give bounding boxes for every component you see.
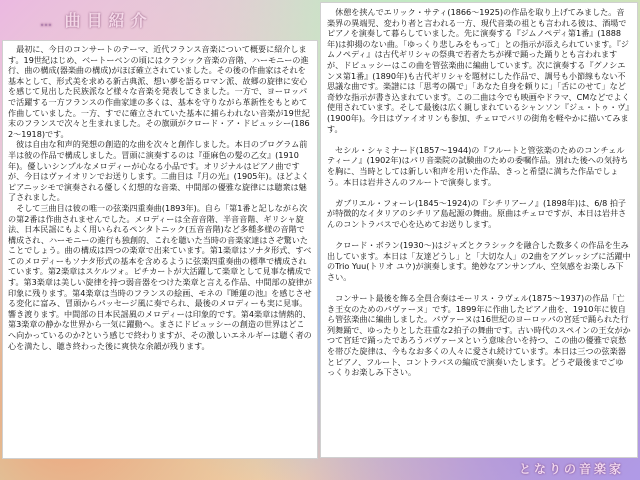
right-paragraph-2: セシル・シャミナード(1857〜1944)の『フルートと管弦楽のためのコンチェルティーノ』(1902年)はパリ音楽院の試験曲のための委嘱作品。別れた後への気持ちを胸に、当時としては新しい和声を用いた作品、きっと希望に満ちた作品でしょう。本日は岩井さんのフルートで演奏します。	[327, 144, 629, 187]
right-text-panel	[320, 2, 638, 458]
right-paragraph-1: 休憩を挟んでエリック・サティ(1866〜1925)の作品を取り上げてみました。音楽界の異端児、変わり者と言われる一方、現代音楽の祖とも言われる彼は、酒場でピアノを演奏して暮らしていました。先に演奏する『ジムノペディ第1番』(1888年)は抑揚のない曲。「ゆっくり悲しみをもって」との指示が添えられています。『ジムノペディ』は古代ギリシャの祭典で若者たちが裸で踊った踊りとも言われますが、ドビュッシーはこの曲を管弦楽曲に編曲しています。次に演奏する『グノシエンヌ第1番』(1890年)も古代ギリシャを題材にした作品で、調号も小節線もない不思議な曲です。楽譜には「思考の隅で」「あなた自身を頼りに」「舌にのせて」など奇妙な指示が書き込まれています。この二曲は今でも映画やドラマ、CMなどでよく使用されています。そして最後は広く親しまれているシャンソン『ジュ・トゥ・ヴ』(1900年)。今日はヴァイオリンも参加、チェロでバリの街角を軽やかに描いてみます。	[327, 7, 630, 134]
left-paragraph-3: そして三曲目は彼の唯一の弦楽四重奏曲(1893年)。自ら「第1番と記しながら次の第2番は作曲されませんでした。メロディーは全音音階、半音音階、ギリシャ旋法、日本民謡にもよく用いられるペンタトニック(五音音階)など多種多様の音階で構成され、ハーモニーの進行も独創的、これを聴いた当時の音楽家達はさぞ驚いたことでしょう。曲の構成は四つの楽章で出来ています。第1楽章はソナタ形式、すべてのメロディーもソナタ形式の基本を含めるように弦楽四重奏曲の標準で構成されています。第2楽章はスケルツォ。ピチカートが大活躍して楽章として見事な構成です。第3楽章は美しい旋律を持つ弱音器をつけた楽章と言える作品、中間部の旋律が印象に残ります。第4楽章は当時のフランスの絵画、モネの『睡蓮の池』を感じさせる変化に富み、冒頭からパッセージ風に奏でられ、最後のメロディーも実に見事。響き渡ります。中間部の日本民謡風のメロディーは印象的です。第4楽章は情熱的、第3楽章の静かな世界から一気に躍動へ。まさにドビュッシーの創造の世界はどこへ向かっているのか?という感じで終わりますが、その激しいエネルギーは聴く者の心を満たし、聴き終わった後に爽快な余韻が残ります。	[8, 202, 312, 351]
left-paragraph-2: 彼は自由な和声的発想の創造的な曲を次々と創作しました。本日のプログラム前半は彼の作品で構成しました。冒頭に演奏するのは『亜麻色の髪の乙女』(1910年)。優しいシンプルなメロディーが心なる小品です。オリジナルはピアノ曲ですが、今日はヴァイオリンでお送りします。二曲目は『月の光』(1905年)。ほどよくピアニッシモで演奏される優しく幻想的な音楽、中間部の優雅な旋律には聴衆は魅了されました。	[8, 139, 310, 203]
footer-brand: となりの音楽家	[518, 462, 624, 476]
right-paragraph-4: クロード・ボラン(1930〜)はジャズとクラシックを融合した数多くの作品を生み出しています。本日は「友達どうし」と「大切な人」の2曲をアグレッシブに活躍中のTrio Yuu(トリオ ユウ)が演奏します。絶妙なアンサンブル、空気感をお楽しみ下さい。	[327, 240, 631, 282]
title-decoration: …	[40, 15, 53, 29]
title-text: 曲目紹介	[64, 11, 153, 30]
right-paragraph-5: コンサート最後を飾る全員合奏はモーリス・ラヴェル(1875〜1937)の作品「亡き王女のためのパヴァーヌ」です。1899年に作曲したピアノ曲を、1910年に彼自ら管弦楽曲に編曲しました。パヴァーヌは16世紀のヨーロッパの宮廷で踊られた行列舞踊で、ゆったりとした荘重な2拍子の舞曲です。古い時代のスペインの王女がかつて宮廷で踊ったであろうパヴァーヌという意味合いを持つ、この曲の優雅で哀愁を帯びた旋律は、今もなお多くの人々に愛され続けています。本日は三つの弦楽器とピアノ、フルート、コントラバスの編成で演奏いたします。どうぞ最後までごゆっくりお楽しみ下さい。	[327, 293, 631, 378]
page-title	[40, 8, 250, 32]
left-text-panel	[2, 40, 318, 459]
left-paragraph-1: 最初に、今日のコンサートのテーマ、近代フランス音楽について概要に紹介します。19世紀はじめ、ベートーベンの頃にはクラシック音楽の音階、ハーモニーの進行、曲の構成(器楽曲の構成)がほぼ確立されていました。その後の作曲家はそれを基本として、形式美を求める新古典派、想い夢を語るロマン派、故郷の旋律に安心を感じて見出した民族派など様々な音楽を発表してきました。一方で、ヨーロッパで活躍する一方フランスの作曲家達の多くは、基本を守りながら革新性をもとめて作曲していました。一方、すでに確立されていた基本に捕らわれない音楽が19世紀末のフランスで次々と生まれました。その旗頭がクロード・ア・ドビュッシー(1862〜1918)です。	[8, 44, 310, 139]
right-paragraph-3: ガブリエル・フォーレ(1845〜1924)の『シチリアーノ』(1898年)は、6/8 拍子が特徴的なイタリアのシチリア島起源の舞曲。原曲はチェロですが、本日は岩井さんのコントラバスで心を込めてお送りします。	[327, 197, 627, 229]
